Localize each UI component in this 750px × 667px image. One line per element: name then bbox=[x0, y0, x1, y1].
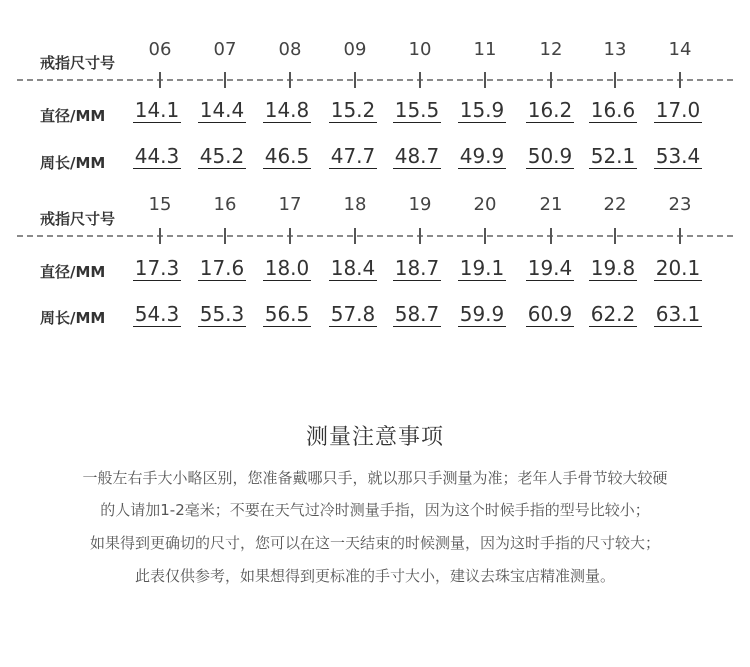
diameter-value: 17.0 bbox=[655, 98, 701, 122]
size-number: 08 bbox=[278, 39, 302, 60]
tick-mark bbox=[550, 72, 552, 88]
size-number: 19 bbox=[408, 194, 432, 215]
circumference-row-label: 周长/MM bbox=[40, 154, 106, 172]
diameter-value: 16.6 bbox=[590, 98, 636, 122]
diameter-row-label: 直径/MM bbox=[40, 107, 106, 125]
size-number: 16 bbox=[213, 194, 237, 215]
tick-mark bbox=[289, 228, 291, 244]
size-number: 18 bbox=[343, 194, 367, 215]
diameter-value: 15.5 bbox=[394, 98, 440, 122]
circumference-value: 55.3 bbox=[199, 302, 245, 326]
diameter-value: 15.9 bbox=[459, 98, 505, 122]
tick-mark bbox=[354, 72, 356, 88]
diameter-value: 18.7 bbox=[394, 256, 440, 280]
diameter-value: 14.1 bbox=[134, 98, 180, 122]
size-number: 17 bbox=[278, 194, 302, 215]
diameter-value: 16.2 bbox=[527, 98, 573, 122]
circumference-value: 46.5 bbox=[264, 144, 310, 168]
size-number: 13 bbox=[603, 39, 627, 60]
note-line: 的人请加1-2毫米；不要在天气过冷时测量手指，因为这个时候手指的型号比较小； bbox=[100, 501, 650, 519]
circumference-value: 56.5 bbox=[264, 302, 310, 326]
diameter-value: 17.3 bbox=[134, 256, 180, 280]
diameter-value: 19.8 bbox=[590, 256, 636, 280]
circumference-value: 63.1 bbox=[655, 302, 701, 326]
tick-mark bbox=[484, 72, 486, 88]
tick-mark bbox=[614, 228, 616, 244]
size-number: 10 bbox=[408, 39, 432, 60]
diameter-value: 18.4 bbox=[330, 256, 376, 280]
size-number: 09 bbox=[343, 39, 367, 60]
circumference-value: 52.1 bbox=[590, 144, 636, 168]
size-number: 06 bbox=[148, 39, 172, 60]
tick-mark bbox=[224, 228, 226, 244]
circumference-value: 60.9 bbox=[527, 302, 573, 326]
circumference-value: 58.7 bbox=[394, 302, 440, 326]
tick-mark bbox=[159, 228, 161, 244]
dotted-divider bbox=[17, 79, 733, 81]
tick-mark bbox=[679, 228, 681, 244]
size-row-label: 戒指尺寸号 bbox=[40, 210, 116, 228]
circumference-value: 48.7 bbox=[394, 144, 440, 168]
size-number: 22 bbox=[603, 194, 627, 215]
tick-mark bbox=[289, 72, 291, 88]
note-line: 如果得到更确切的尺寸，您可以在这一天结束的时候测量，因为这时手指的尺寸较大； bbox=[89, 534, 660, 552]
size-number: 15 bbox=[148, 194, 172, 215]
diameter-value: 14.4 bbox=[199, 98, 245, 122]
note-line: 此表仅供参考，如果想得到更标准的手寸大小，建议去珠宝店精准测量。 bbox=[134, 567, 615, 585]
notes-title: 测量注意事项 bbox=[305, 425, 444, 450]
size-number: 23 bbox=[668, 194, 692, 215]
diameter-value: 19.1 bbox=[459, 256, 505, 280]
diameter-value: 17.6 bbox=[199, 256, 245, 280]
size-number: 21 bbox=[539, 194, 563, 215]
size-number: 11 bbox=[473, 39, 497, 60]
size-number: 12 bbox=[539, 39, 563, 60]
tick-mark bbox=[354, 228, 356, 244]
tick-mark bbox=[679, 72, 681, 88]
circumference-value: 53.4 bbox=[655, 144, 701, 168]
size-number: 14 bbox=[668, 39, 692, 60]
circumference-value: 50.9 bbox=[527, 144, 573, 168]
circumference-value: 44.3 bbox=[134, 144, 180, 168]
tick-mark bbox=[419, 72, 421, 88]
tick-mark bbox=[614, 72, 616, 88]
tick-mark bbox=[159, 72, 161, 88]
diameter-value: 20.1 bbox=[655, 256, 701, 280]
diameter-value: 15.2 bbox=[330, 98, 376, 122]
circumference-value: 47.7 bbox=[330, 144, 376, 168]
circumference-value: 62.2 bbox=[590, 302, 636, 326]
diameter-value: 14.8 bbox=[264, 98, 310, 122]
circumference-value: 54.3 bbox=[134, 302, 180, 326]
circumference-value: 57.8 bbox=[330, 302, 376, 326]
circumference-value: 49.9 bbox=[459, 144, 505, 168]
circumference-row-label: 周长/MM bbox=[40, 309, 106, 327]
diameter-value: 19.4 bbox=[527, 256, 573, 280]
dotted-divider bbox=[17, 235, 733, 237]
size-row-label: 戒指尺寸号 bbox=[40, 54, 116, 72]
note-line: 一般左右手大小略区别，您准备戴哪只手，就以那只手测量为准；老年人手骨节较大较硬 bbox=[82, 469, 668, 487]
tick-mark bbox=[550, 228, 552, 244]
size-number: 20 bbox=[473, 194, 497, 215]
tick-mark bbox=[484, 228, 486, 244]
diameter-value: 18.0 bbox=[264, 256, 310, 280]
size-number: 07 bbox=[213, 39, 237, 60]
diameter-row-label: 直径/MM bbox=[40, 263, 106, 281]
circumference-value: 59.9 bbox=[459, 302, 505, 326]
tick-mark bbox=[224, 72, 226, 88]
circumference-value: 45.2 bbox=[199, 144, 245, 168]
tick-mark bbox=[419, 228, 421, 244]
